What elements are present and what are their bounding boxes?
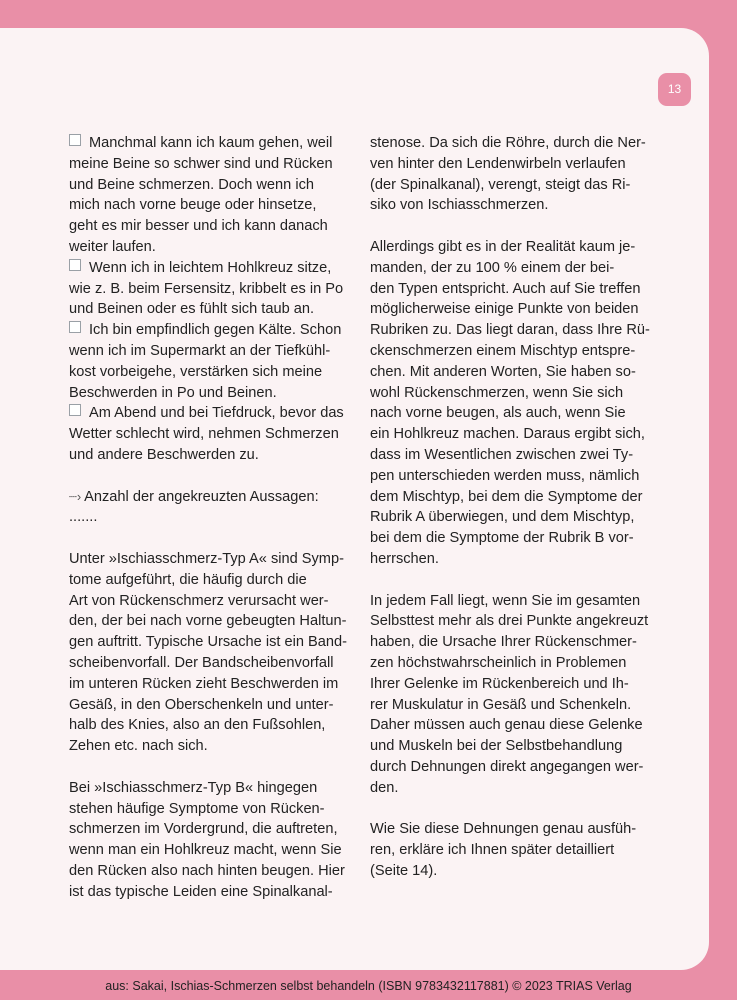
paragraph: In jedem Fall liegt, wenn Sie im gesamten Selbsttest mehr als drei Punkte angekreuzt haben, die Ursache Ihrer Rückenschmer- zen höchstwahrscheinlich in Problemen Ihrer Gelenke im Rückenbereich und Ih- rer Muskulatur in Gesäß und Schenkeln. Daher müssen auch genau diese Gelenke und Muskeln bei der Selbstbehandlung durch Dehnungen direkt angegangen wer- den.: [370, 592, 649, 796]
checkbox-icon[interactable]: [69, 134, 81, 146]
checklist-item: Manchmal kann ich kaum gehen, weil meine Beine so schwer sind und Rücken und Beine schmerzen. Doch wenn ich mich nach vorne beuge oder hinsetze, geht es mir besser und ich kann danach weiter laufen.: [69, 135, 333, 255]
checklist-item: Ich bin empfindlich gegen Kälte. Schon wenn ich im Supermarkt an der Tiefkühl- kost vorbeigehe, verstärken sich meine Beschwerden in Po und Beinen.: [69, 322, 342, 401]
paragraph: Bei »Ischiasschmerz-Typ B« hingegen stehen häufige Symptome von Rücken- schmerzen im Vordergrund, die auftreten, wenn man ein Hohlkreuz macht, wenn Sie den Rücken also nach hinten beugen. Hier ist das typische Leiden eine Spinalkanal-: [69, 779, 345, 900]
checkbox-icon[interactable]: [69, 259, 81, 271]
right-column: [370, 133, 650, 882]
paragraph: Allerdings gibt es in der Realität kaum je- manden, der zu 100 % einem der bei- den Typen entspricht. Auch auf Sie treffen möglicherweise einige Punkte von beiden Rubriken zu. Das liegt daran, dass Ihre Rü- ckenschmerzen einem Mischtyp entspre- chen. Mit anderen Worten, Sie haben so- wohl Rückenschmerzen, wenn Sie sich nach vorne beugen, als auch, wenn Sie ein Hohlkreuz machen. Daraus ergibt sich, dass im Wesentlichen zwischen zwei Ty- pen unterschieden werden muss, nämlich dem Mischtyp, bei dem die Symptome der Rubrik A überwiegen, und dem Mischtyp, bei dem die Symptome der Rubrik B vor- herrschen.: [370, 238, 650, 567]
left-column: [69, 133, 349, 902]
paragraph: Unter »Ischiasschmerz-Typ A« sind Symp- tome aufgeführt, die häufig durch die Art von Rückenschmerz verursacht wer- den, der bei nach vorne gebeugten Haltun- gen auftritt. Typische Ursache ist ein Band- scheibenvorfall. Der Bandscheibenvorfall im unteren Rücken zieht Beschwerden im Gesäß, in den Oberschenkeln und unter- halb des Knies, also an den Fußsohlen, Zehen etc. nach sich.: [69, 550, 347, 755]
dotted-arrow-icon: ┈›: [69, 488, 82, 504]
checkbox-icon[interactable]: [69, 404, 81, 416]
paragraph: stenose. Da sich die Röhre, durch die Ner- ven hinter den Lendenwirbeln verlaufen (der Spinalkanal), verengt, steigt das Ri- siko von Ischiasschmerzen.: [370, 135, 646, 214]
checklist-item: Am Abend und bei Tiefdruck, bevor das Wetter schlecht wird, nehmen Schmerzen und andere Beschwerden zu.: [69, 405, 344, 463]
checkbox-icon[interactable]: [69, 321, 81, 333]
page-number-badge: 13: [658, 73, 691, 106]
paragraph: Wie Sie diese Dehnungen genau ausfüh- ren, erkläre ich Ihnen später detailliert (Seite 14).: [370, 821, 637, 879]
checklist-item: Wenn ich in leichtem Hohlkreuz sitze, wie z. B. beim Fersensitz, kribbelt es in Po und Beinen oder es fühlt sich taub an.: [69, 259, 344, 318]
count-line: ┈› Anzahl der angekreuzten Aussagen: .......: [69, 488, 319, 526]
source-footer: aus: Sakai, Ischias-Schmerzen selbst behandeln (ISBN 9783432117881) © 2023 TRIAS Verlag: [105, 979, 632, 993]
